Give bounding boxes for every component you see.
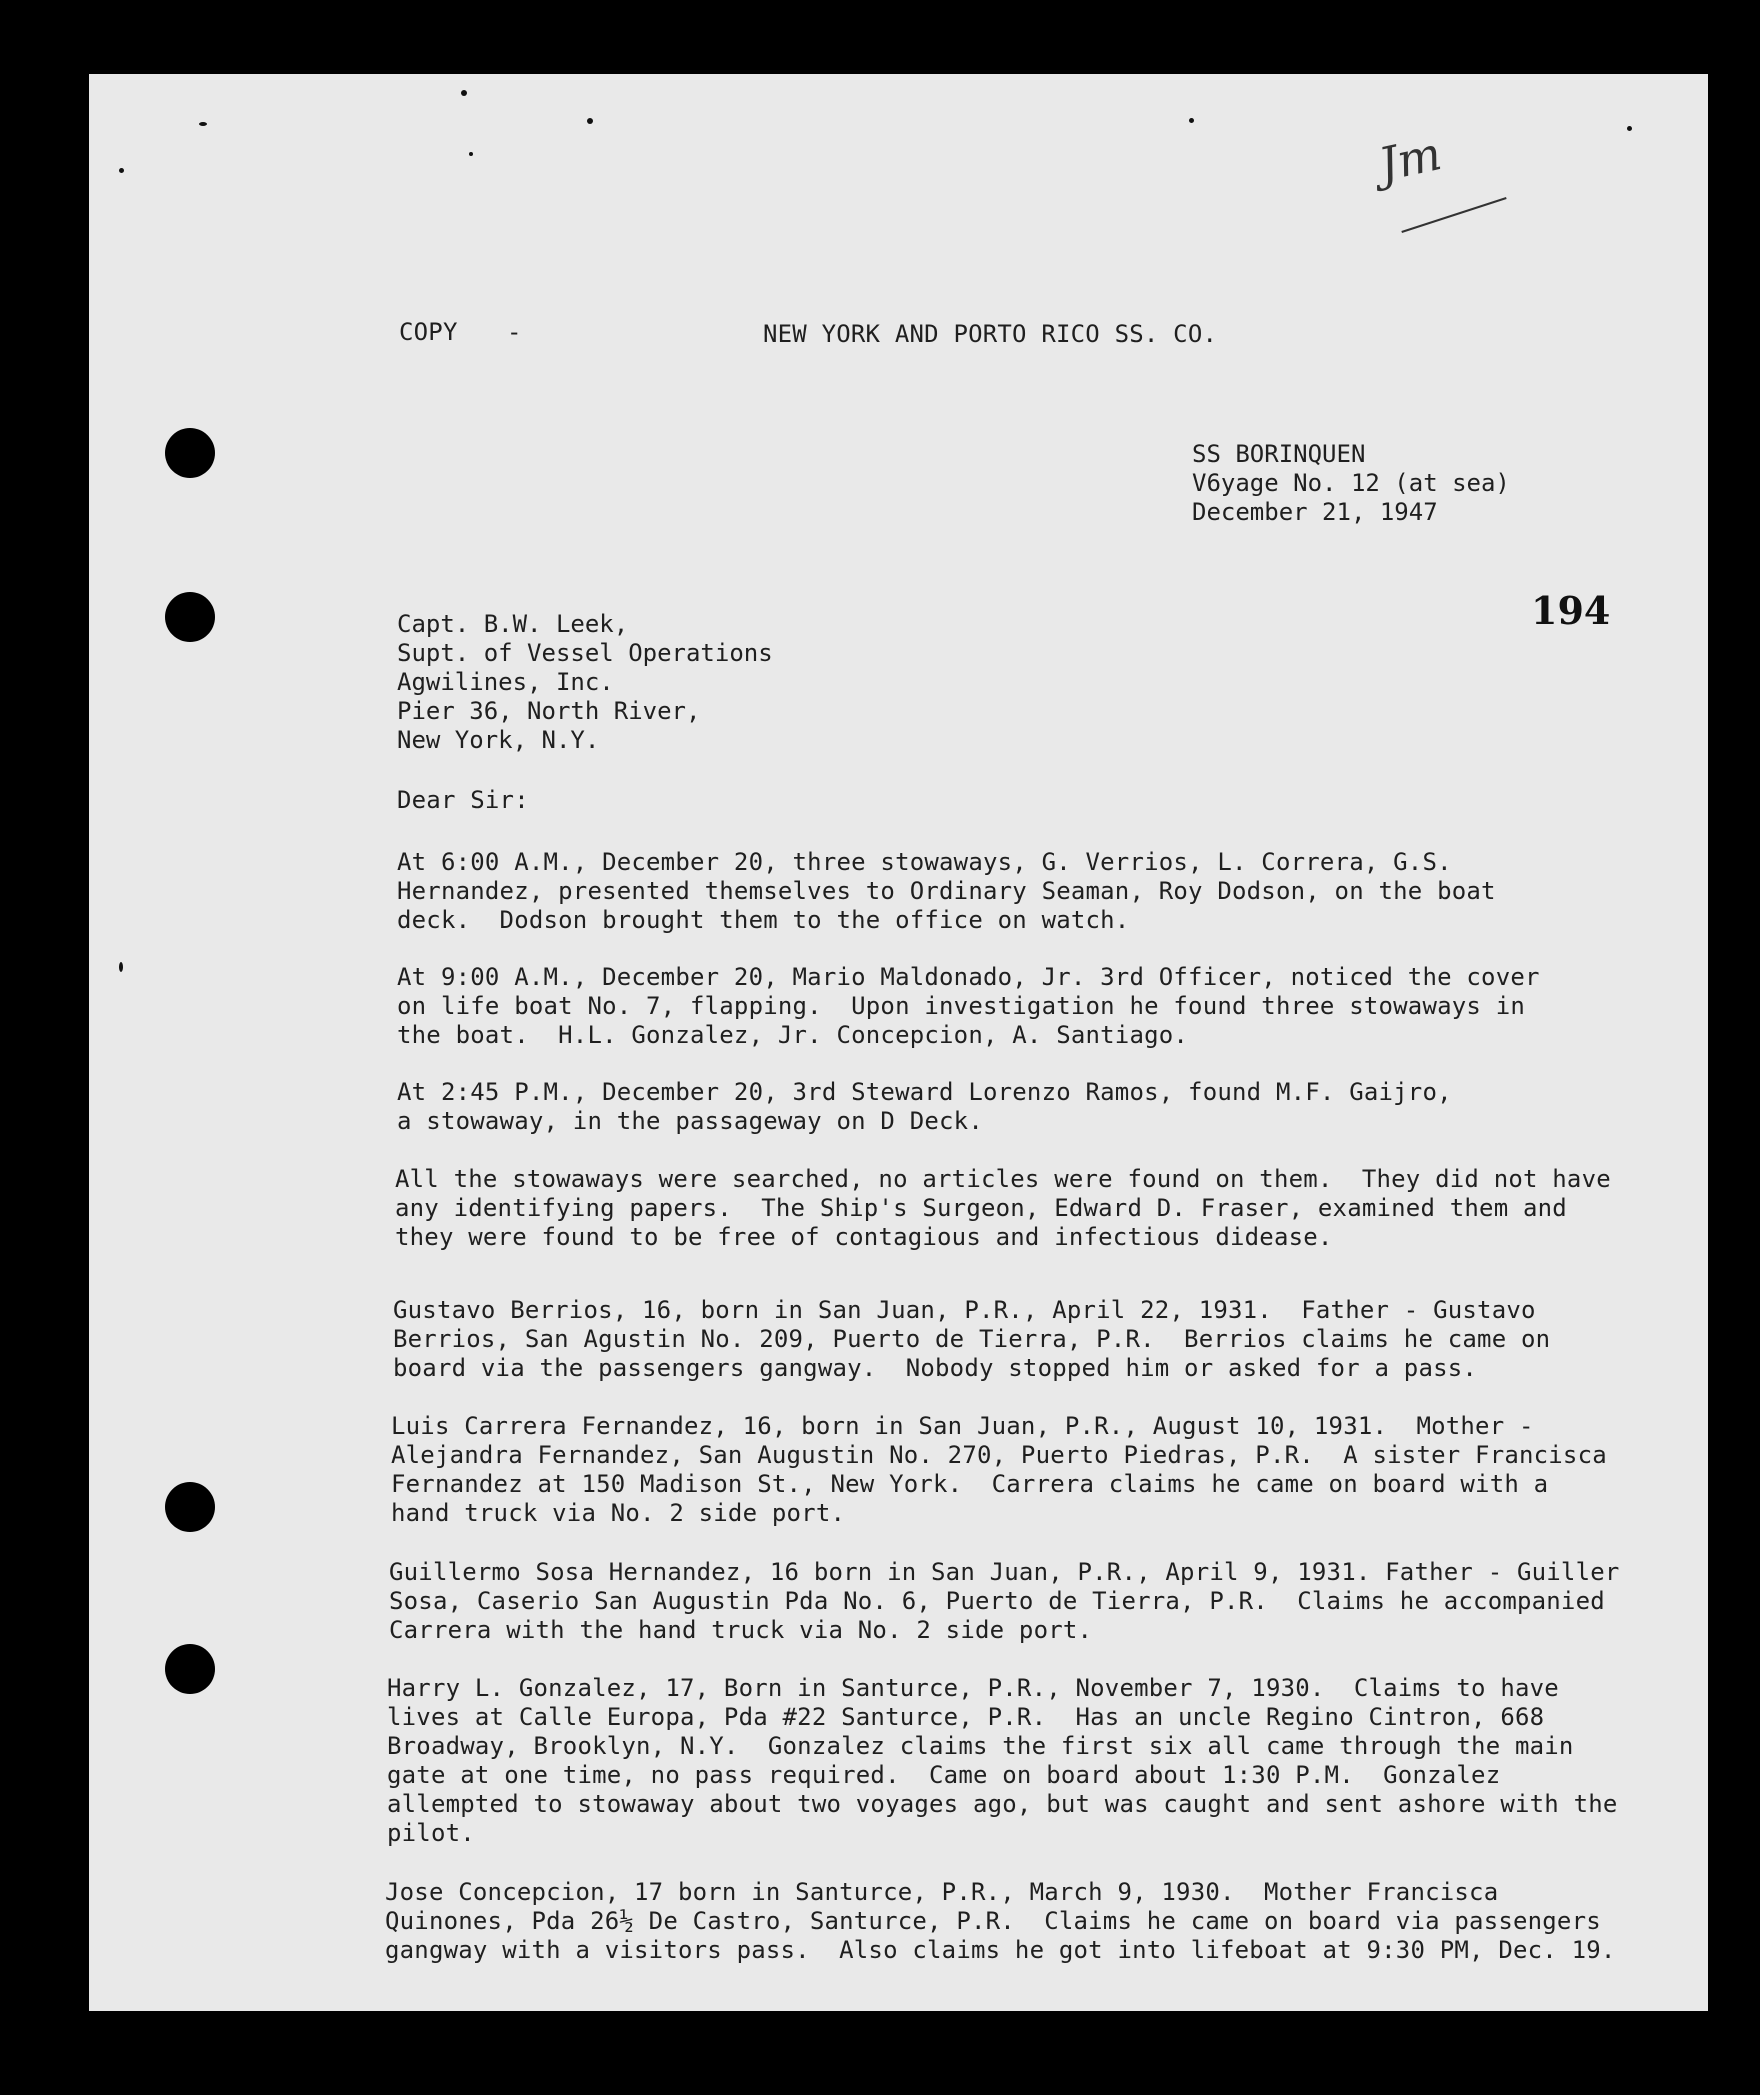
paragraph-luis-carrera xyxy=(391,1412,1708,1528)
text-line: lives at Calle Europa, Pda #22 Santurce, P.R. Has an uncle Regino Cintron, 668 xyxy=(387,1703,1545,1731)
ink-speck xyxy=(461,90,467,96)
ink-speck xyxy=(1189,118,1194,123)
paragraph-search-exam xyxy=(395,1165,1708,1252)
text-line: a stowaway, in the passageway on D Deck. xyxy=(397,1107,983,1135)
text-line: Gustavo Berrios, 16, born in San Juan, P.R., April 22, 1931. Father - Gustavo xyxy=(393,1296,1536,1324)
text-line: Sosa, Caserio San Augustin Pda No. 6, Puerto de Tierra, P.R. Claims he accompanied xyxy=(389,1587,1605,1615)
dateline xyxy=(1192,440,1510,527)
address-line: Pier 36, North River, xyxy=(397,697,701,725)
ink-speck xyxy=(119,962,123,972)
text-line: Quinones, Pda 26½ De Castro, Santurce, P.R. Claims he came on board via passengers xyxy=(385,1907,1601,1935)
address-line: New York, N.Y. xyxy=(397,726,600,754)
text-line: At 6:00 A.M., December 20, three stowaways, G. Verrios, L. Correra, G.S. xyxy=(397,848,1452,876)
paragraph-d-deck xyxy=(397,1078,1708,1136)
text-line: hand truck via No. 2 side port. xyxy=(391,1499,846,1527)
text-line: At 2:45 P.M., December 20, 3rd Steward Lorenzo Ramos, found M.F. Gaijro, xyxy=(397,1078,1452,1106)
text-line: they were found to be free of contagious and infectious didease. xyxy=(395,1223,1333,1251)
page-number: 194 xyxy=(1531,588,1611,633)
punch-hole xyxy=(165,1482,215,1532)
ink-speck xyxy=(587,118,593,124)
paragraph-guillermo-sosa xyxy=(389,1558,1708,1645)
dateline-line: December 21, 1947 xyxy=(1192,498,1438,526)
paragraph-harry-gonzalez xyxy=(387,1674,1708,1848)
text-line: Alejandra Fernandez, San Augustin No. 270, Puerto Piedras, P.R. A sister Francisca xyxy=(391,1441,1607,1469)
text-line: any identifying papers. The Ship's Surgeon, Edward D. Fraser, examined them and xyxy=(395,1194,1567,1222)
punch-hole xyxy=(165,428,215,478)
copy-dash: - xyxy=(507,318,522,346)
text-line: gate at one time, no pass required. Came on board about 1:30 P.M. Gonzalez xyxy=(387,1761,1501,1789)
text-line: Hernandez, presented themselves to Ordinary Seaman, Roy Dodson, on the boat xyxy=(397,877,1496,905)
address-line: Agwilines, Inc. xyxy=(397,668,614,696)
recipient-address xyxy=(397,610,773,755)
text-line: pilot. xyxy=(387,1819,475,1847)
handwritten-initials: Jm xyxy=(1374,126,1446,192)
salutation: Dear Sir: xyxy=(397,786,529,814)
text-line: deck. Dodson brought them to the office on watch. xyxy=(397,906,1130,934)
text-line: gangway with a visitors pass. Also claims he got into lifeboat at 9:30 PM, Dec. 19. xyxy=(385,1936,1616,1964)
text-line: Berrios, San Agustin No. 209, Puerto de Tierra, P.R. Berrios claims he came on xyxy=(393,1325,1551,1353)
dateline-line: V6yage No. 12 (at sea) xyxy=(1192,469,1510,497)
handwritten-underline xyxy=(1401,197,1506,233)
text-line: Guillermo Sosa Hernandez, 16 born in San Juan, P.R., April 9, 1931. Father - Guiller xyxy=(389,1558,1620,1586)
text-line: Jose Concepcion, 17 born in Santurce, P.R., March 9, 1930. Mother Francisca xyxy=(385,1878,1499,1906)
ink-speck xyxy=(1627,126,1632,131)
document-page xyxy=(89,74,1708,2011)
text-line: Carrera with the hand truck via No. 2 side port. xyxy=(389,1616,1093,1644)
text-line: the boat. H.L. Gonzalez, Jr. Concepcion, A. Santiago. xyxy=(397,1021,1189,1049)
text-line: Broadway, Brooklyn, N.Y. Gonzalez claims the first six all came through the main xyxy=(387,1732,1574,1760)
punch-hole xyxy=(165,1644,215,1694)
letterhead-company: NEW YORK AND PORTO RICO SS. CO. xyxy=(763,320,1218,348)
ink-speck xyxy=(119,168,124,173)
text-line: Luis Carrera Fernandez, 16, born in San Juan, P.R., August 10, 1931. Mother - xyxy=(391,1412,1534,1440)
text-line: Fernandez at 150 Madison St., New York. Carrera claims he came on board with a xyxy=(391,1470,1549,1498)
text-line: At 9:00 A.M., December 20, Mario Maldonado, Jr. 3rd Officer, noticed the cover xyxy=(397,963,1540,991)
address-line: Supt. of Vessel Operations xyxy=(397,639,773,667)
text-line: All the stowaways were searched, no articles were found on them. They did not have xyxy=(395,1165,1611,1193)
text-line: on life boat No. 7, flapping. Upon investigation he found three stowaways in xyxy=(397,992,1525,1020)
text-line: allempted to stowaway about two voyages ago, but was caught and sent ashore with the xyxy=(387,1790,1618,1818)
ink-speck xyxy=(469,152,473,156)
copy-label: COPY xyxy=(399,318,458,346)
text-line: Harry L. Gonzalez, 17, Born in Santurce, P.R., November 7, 1930. Claims to have xyxy=(387,1674,1559,1702)
dateline-line: SS BORINQUEN xyxy=(1192,440,1366,468)
paragraph-gustavo-berrios xyxy=(393,1296,1708,1383)
paragraph-jose-concepcion xyxy=(385,1878,1708,1965)
ink-speck xyxy=(199,122,207,126)
text-line: board via the passengers gangway. Nobody stopped him or asked for a pass. xyxy=(393,1354,1478,1382)
paragraph-lifeboat-discovery xyxy=(397,963,1708,1050)
address-line: Capt. B.W. Leek, xyxy=(397,610,629,638)
punch-hole xyxy=(165,592,215,642)
paragraph-stowaways-boat-deck xyxy=(397,848,1708,935)
